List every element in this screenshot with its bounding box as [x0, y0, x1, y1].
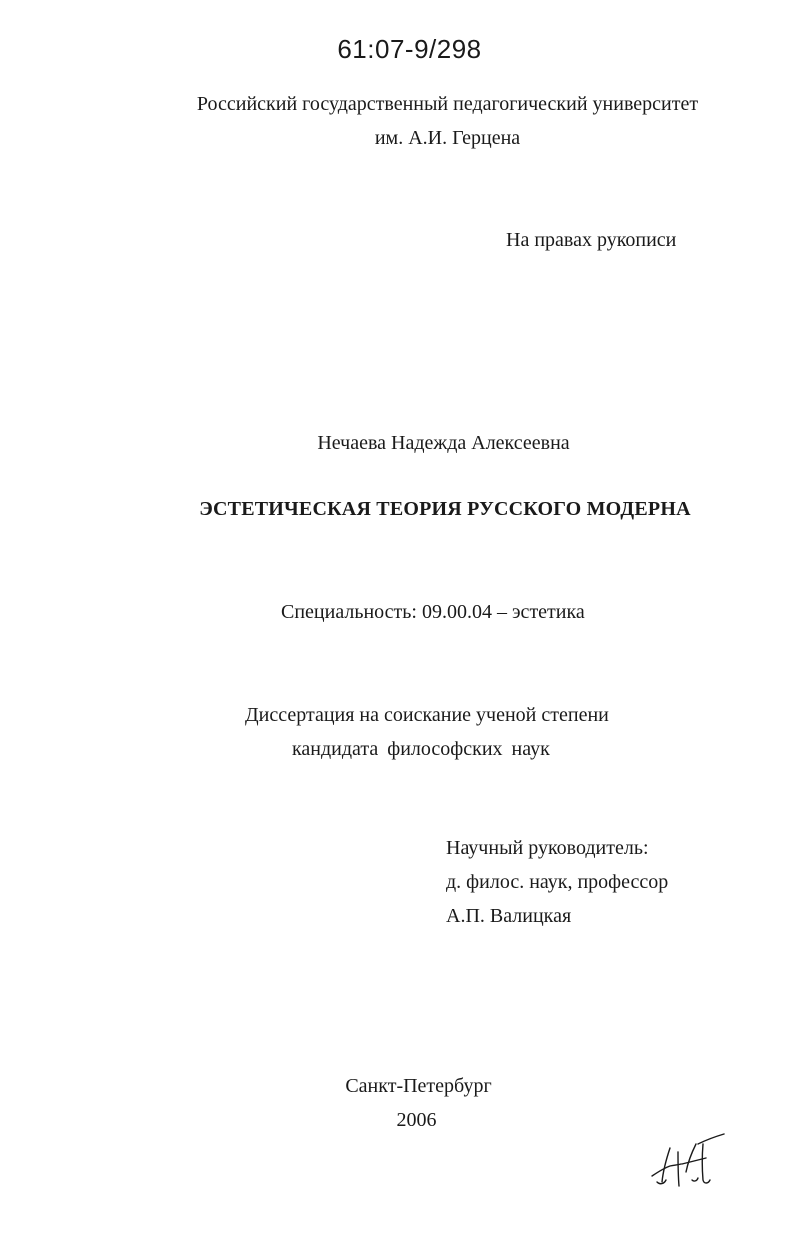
city: Санкт-Петербург: [345, 1075, 492, 1097]
manuscript-rights-note: На правах рукописи: [506, 229, 677, 251]
advisor-name: А.П. Валицкая: [446, 905, 572, 927]
degree-line-2: кандидата философских наук: [292, 738, 550, 760]
handwritten-signature-icon: [648, 1132, 726, 1188]
advisor-label: Научный руководитель:: [446, 837, 649, 859]
catalog-number: 61:07-9/298: [337, 34, 482, 64]
university-name: им. А.И. Герцена: [374, 127, 521, 149]
advisor-title: д. филос. наук, профессор: [446, 871, 669, 893]
thesis-title: ЭСТЕТИЧЕСКАЯ ТЕОРИЯ РУССКОГО МОДЕРНА: [199, 498, 691, 520]
specialty: Специальность: 09.00.04 – эстетика: [281, 601, 585, 623]
year: 2006: [396, 1109, 437, 1131]
university-title: Российский государственный педагогический университет: [196, 93, 699, 115]
degree-line-1: Диссертация на соискание ученой степени: [245, 704, 609, 726]
author-name: Нечаева Надежда Алексеевна: [317, 432, 570, 454]
